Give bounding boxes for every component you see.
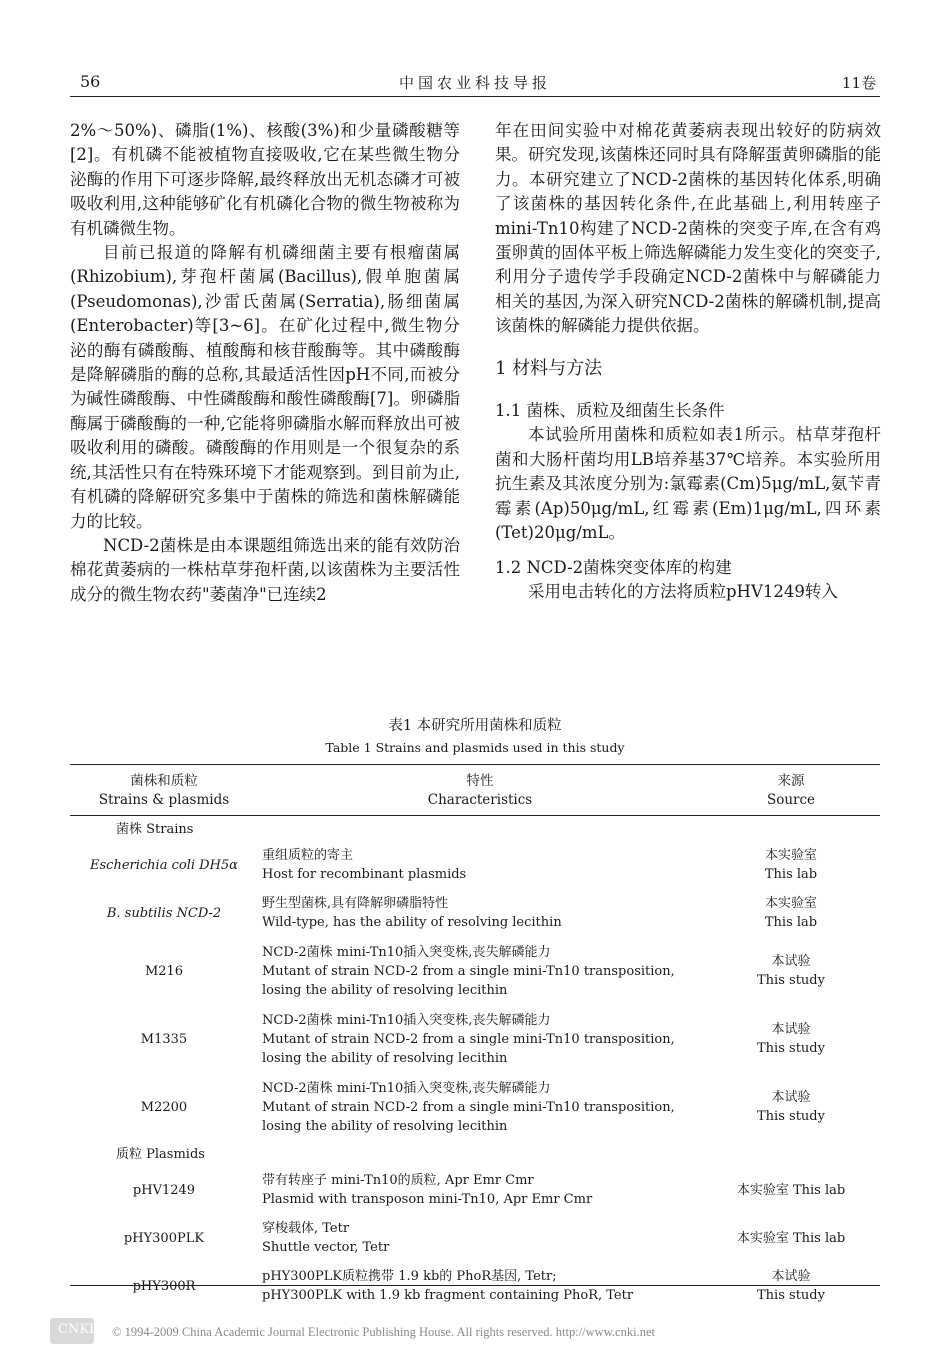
col-header-strain: 菌株和质粒 Strains & plasmids [70,766,258,816]
copyright-notice: © 1994-2009 China Academic Journal Electronic Publishing House. All rights reserved. http://www.cnki.net [112,1325,655,1339]
left-paragraph: 2%～50%)、磷脂(1%)、核酸(3%)和少量磷酸糖等[2]。有机磷不能被植物直接吸收,它在某些微生物分泌酶的作用下可逐步降解,最终释放出无机态磷才可被吸收利用,这种能够矿化有机磷化合物的微生物被称为有机磷微生物。 [70,121,460,238]
table-top-rule [70,764,880,765]
table-row: M216 NCD-2菌株 mini-Tn10插入突变株,丧失解磷能力 Mutant of strain NCD-2 from a single mini-Tn10 transposition, losing the ability of resolving lecithin 本试验 This study [144,944,825,998]
subsection-text: 采用电击转化的方法将质粒pHV1249转入 [528,581,838,601]
table-caption-zh: 表1 本研究所用菌株和质粒 [388,718,562,734]
journal-title: 中国农业科技导报 [398,74,551,92]
left-paragraph: NCD-2菌株是由本课题组筛选出来的能有效防治棉花黄萎病的一株枯草芽孢杆菌,以该菌株为主要活性成分的微生物农药"萎菌净"已连续2 [70,535,460,604]
table-row: pHY300R pHY300PLK质粒携带 1.9 kb的 PhoR基因, Tetr; pHY300PLK with 1.9 kb fragment containing PhoR, Tetr 本试验 This study [132,1269,825,1303]
table-caption-en: Table 1 Strains and plasmids used in this study [325,740,625,755]
table-group-row: 质粒 Plasmids [116,1147,205,1162]
left-column [70,119,460,607]
table-row: M2200 NCD-2菌株 mini-Tn10插入突变株,丧失解磷能力 Mutant of strain NCD-2 from a single mini-Tn10 transposition, losing the ability of resolving lecithin 本试验 This study [140,1080,825,1134]
page-footer [50,1318,910,1350]
page-header [70,70,880,97]
page-number: 56 [80,72,101,91]
right-paragraph: 年在田间实验中对棉花黄萎病表现出较好的防病效果。研究发现,该菌株还同时具有降解蛋黄卵磷脂的能力。本研究建立了NCD-2菌株的基因转化体系,明确了该菌株的基因转化条件,在此基础上,利用转座子mini-Tn10构建了NCD-2菌株的突变子库,在含有鸡蛋卵黄的固体平板上筛选解磷能力发生变化的突变子,利用分子遗传学手段确定NCD-2菌株中与解磷能力相关的基因,为深入研究NCD-2菌株的解磷机制,提高该菌株的解磷能力提供依据。 [495,121,881,336]
table-row: M1335 NCD-2菌株 mini-Tn10插入突变株,丧失解磷能力 Mutant of strain NCD-2 from a single mini-Tn10 transposition, losing the ability of resolving lecithin 本试验 This study [140,1012,825,1066]
col-header-characteristics: 特性 Characteristics [258,766,702,816]
table-header-row [70,766,880,816]
table-row: pHY300PLK 穿梭载体, Tetr Shuttle vector, Tetr 本实验室 This lab [123,1221,846,1255]
table-row: Escherichia coli DH5α 重组质粒的寄主 Host for recombinant plasmids 本实验室 This lab [90,848,818,882]
col-header-source: 来源 Source [702,766,880,816]
table-bottom-rule [70,1285,880,1286]
subsection-title: 1.2 NCD-2菌株突变体库的构建 [495,557,732,577]
table-group-row: 菌株 Strains [116,822,194,837]
table-row: B. subtilis NCD-2 野生型菌株,具有降解卵磷脂特性 Wild-type, has the ability of resolving lecithin 本实验室 This lab [106,896,818,930]
subsection-text: 本试验所用菌株和质粒如表1所示。枯草芽孢杆菌和大肠杆菌均用LB培养基37℃培养。本实验所用抗生素及其浓度分别为:氯霉素(Cm)5μg/mL,氨苄青霉素(Ap)50μg/mL,红霉素(Em)1μg/mL,四环素(Tet)20μg/mL。 [495,425,881,543]
volume-label: 11卷 [841,74,876,92]
left-paragraph: 目前已报道的降解有机磷细菌主要有根瘤菌属(Rhizobium),芽孢杆菌属(Bacillus),假单胞菌属(Pseudomonas),沙雷氏菌属(Serratia),肠细菌属(Enterobacter)等[3~6]。在矿化过程中,微生物分泌的酶有磷酸酶、植酸酶和核苷酸酶等。其中磷酸酶是降解磷脂的酶的总称,其最适活性因pH不同,而被分为碱性磷酸酶、中性磷酸酶和酸性磷酸酶[7]。卵磷脂酶属于磷酸酶的一种,它能将卵磷脂水解而释放出可被吸收利用的磷酸。磷酸酶的作用则是一个很复杂的系统,其活性只有在特殊环境下才能观察到。到目前为止,有机磷的降解研究多集中于菌株的筛选和菌株解磷能力的比较。 [70,243,460,531]
table-row: pHV1249 带有转座子 mini-Tn10的质粒, Apr Emr Cmr Plasmid with transposon mini-Tn10, Apr Emr Cmr 本实验室 This lab [132,1173,846,1207]
right-column [495,119,881,604]
strains-table [70,766,880,1310]
subsection-title: 1.1 菌株、质粒及细菌生长条件 [495,401,725,421]
section-title: 1 材料与方法 [495,357,603,379]
cnki-logo-icon: CNKI [50,1318,94,1344]
